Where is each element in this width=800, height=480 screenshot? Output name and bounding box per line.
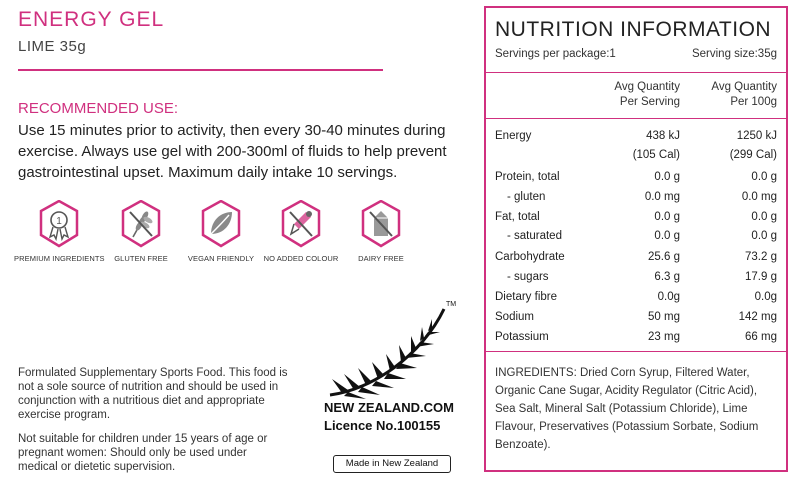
nutrition-row xyxy=(495,248,777,267)
nz-licence: Licence No.100155 xyxy=(324,418,441,433)
badge-dairy-free xyxy=(336,200,426,263)
badge-label: DAIRY FREE xyxy=(358,254,404,263)
value-per-100g: 17.9 g xyxy=(745,271,777,283)
leaf-icon xyxy=(176,200,266,248)
nutrient-label: Sodium xyxy=(495,311,534,323)
value-per-100g: 0.0 g xyxy=(751,211,777,223)
nutrition-title: NUTRITION INFORMATION xyxy=(495,18,772,41)
badge-label: NO ADDED COLOUR xyxy=(263,254,339,263)
product-title: ENERGY GEL xyxy=(18,8,165,31)
column-header-line: Avg Quantity xyxy=(614,81,680,93)
nutrition-row xyxy=(495,168,777,187)
column-header-line: Per Serving xyxy=(619,96,680,108)
value-per-serving: 0.0 mg xyxy=(644,191,680,203)
badge-vegan-friendly xyxy=(176,200,266,263)
servings-per-package: Servings per package:1 xyxy=(495,48,616,60)
nutrition-row xyxy=(495,227,777,246)
recommended-use-heading: RECOMMENDED USE: xyxy=(18,100,179,117)
value-per-serving: (105 Cal) xyxy=(632,149,680,161)
value-per-serving: 25.6 g xyxy=(648,251,680,263)
value-per-100g: 0.0g xyxy=(754,291,777,303)
product-subtitle: LIME 35g xyxy=(18,38,87,55)
wheat-crossed-icon xyxy=(96,200,186,248)
nutrient-label: Dietary fibre xyxy=(495,291,557,303)
value-per-100g: 0.0 g xyxy=(751,171,777,183)
value-per-serving: 0.0 g xyxy=(654,230,680,242)
column-header-per-serving xyxy=(614,80,680,110)
panel-divider xyxy=(486,118,786,119)
formulated-note: Formulated Supplementary Sports Food. This food is not a sole source of nutrition and should be used in conjunction with a nutritious diet and appropriate exercise program. xyxy=(18,367,288,421)
value-per-serving: 23 mg xyxy=(648,331,680,343)
nutrient-label: - saturated xyxy=(507,230,562,242)
warning-note: Not suitable for children under 15 years of age or pregnant women: Should only be used under medical or dietetic supervision. xyxy=(18,433,268,473)
value-per-100g: 73.2 g xyxy=(745,251,777,263)
rosette-number-1-icon xyxy=(14,200,104,248)
value-per-serving: 0.0 g xyxy=(654,211,680,223)
value-per-serving: 6.3 g xyxy=(654,271,680,283)
badge-gluten-free xyxy=(96,200,186,263)
nutrient-label: Energy xyxy=(495,130,532,142)
badge-label: GLUTEN FREE xyxy=(114,254,168,263)
value-per-100g: 66 mg xyxy=(745,331,777,343)
nutrition-row xyxy=(495,188,777,207)
nutrient-label: - gluten xyxy=(507,191,546,203)
badge-label: PREMIUM INGREDIENTS xyxy=(14,254,105,263)
column-header-line: Per 100g xyxy=(730,96,777,108)
nutrient-label: Protein, total xyxy=(495,171,560,183)
nutrition-row xyxy=(495,208,777,227)
panel-divider xyxy=(486,351,786,352)
nutrient-label: - sugars xyxy=(507,271,549,283)
nutrient-label: Carbohydrate xyxy=(495,251,565,263)
silver-fern-logo xyxy=(322,295,472,405)
svg-text:1: 1 xyxy=(56,216,62,227)
nutrition-row xyxy=(495,288,777,307)
badge-no-added-colour xyxy=(256,200,346,263)
value-per-100g: 0.0 g xyxy=(751,230,777,242)
nz-website: NEW ZEALAND.COM xyxy=(324,400,454,415)
serving-size: Serving size:35g xyxy=(691,48,777,60)
value-per-serving: 50 mg xyxy=(648,311,680,323)
nutrition-row xyxy=(495,146,777,165)
value-per-serving: 0.0 g xyxy=(654,171,680,183)
made-in-badge: Made in New Zealand xyxy=(333,455,451,473)
value-per-serving: 0.0g xyxy=(657,291,680,303)
nutrition-row xyxy=(495,127,777,146)
column-header-line: Avg Quantity xyxy=(711,81,777,93)
serving-info xyxy=(495,48,777,60)
nutrition-row xyxy=(495,328,777,347)
nutrition-panel xyxy=(484,6,788,472)
column-header-per-100g xyxy=(711,80,777,110)
nutrient-label: Fat, total xyxy=(495,211,540,223)
value-per-100g: 0.0 mg xyxy=(741,191,777,203)
nutrition-row xyxy=(495,308,777,327)
title-divider xyxy=(18,69,383,71)
value-per-serving: 438 kJ xyxy=(646,130,680,142)
badge-label: VEGAN FRIENDLY xyxy=(187,254,255,263)
value-per-100g: 142 mg xyxy=(738,311,777,323)
nutrient-label: Potassium xyxy=(495,331,549,343)
panel-divider xyxy=(486,72,786,73)
dropper-crossed-icon xyxy=(256,200,346,248)
value-per-100g: 1250 kJ xyxy=(736,130,777,142)
value-per-100g: (299 Cal) xyxy=(729,149,777,161)
trademark-mark: TM xyxy=(446,301,457,308)
milk-carton-crossed-icon xyxy=(336,200,426,248)
badge-premium-ingredients xyxy=(14,200,104,263)
ingredients-text: INGREDIENTS: Dried Corn Syrup, Filtered Water, Organic Cane Sugar, Acidity Regulator (Citric Acid), Sea Salt, Mineral Salt (Potassium Chloride), Lime Flavour, Preservatives (Potassium Sorbate, Sodium Benzoate). xyxy=(495,367,759,451)
badge-row xyxy=(14,200,424,270)
recommended-use-text: Use 15 minutes prior to activity, then every 30-40 minutes during exercise. Always use gel with 200-300ml of fluids to help prevent gastrointestinal upset. Maximum daily intake 10 servings. xyxy=(18,122,447,181)
nutrition-row xyxy=(495,268,777,287)
